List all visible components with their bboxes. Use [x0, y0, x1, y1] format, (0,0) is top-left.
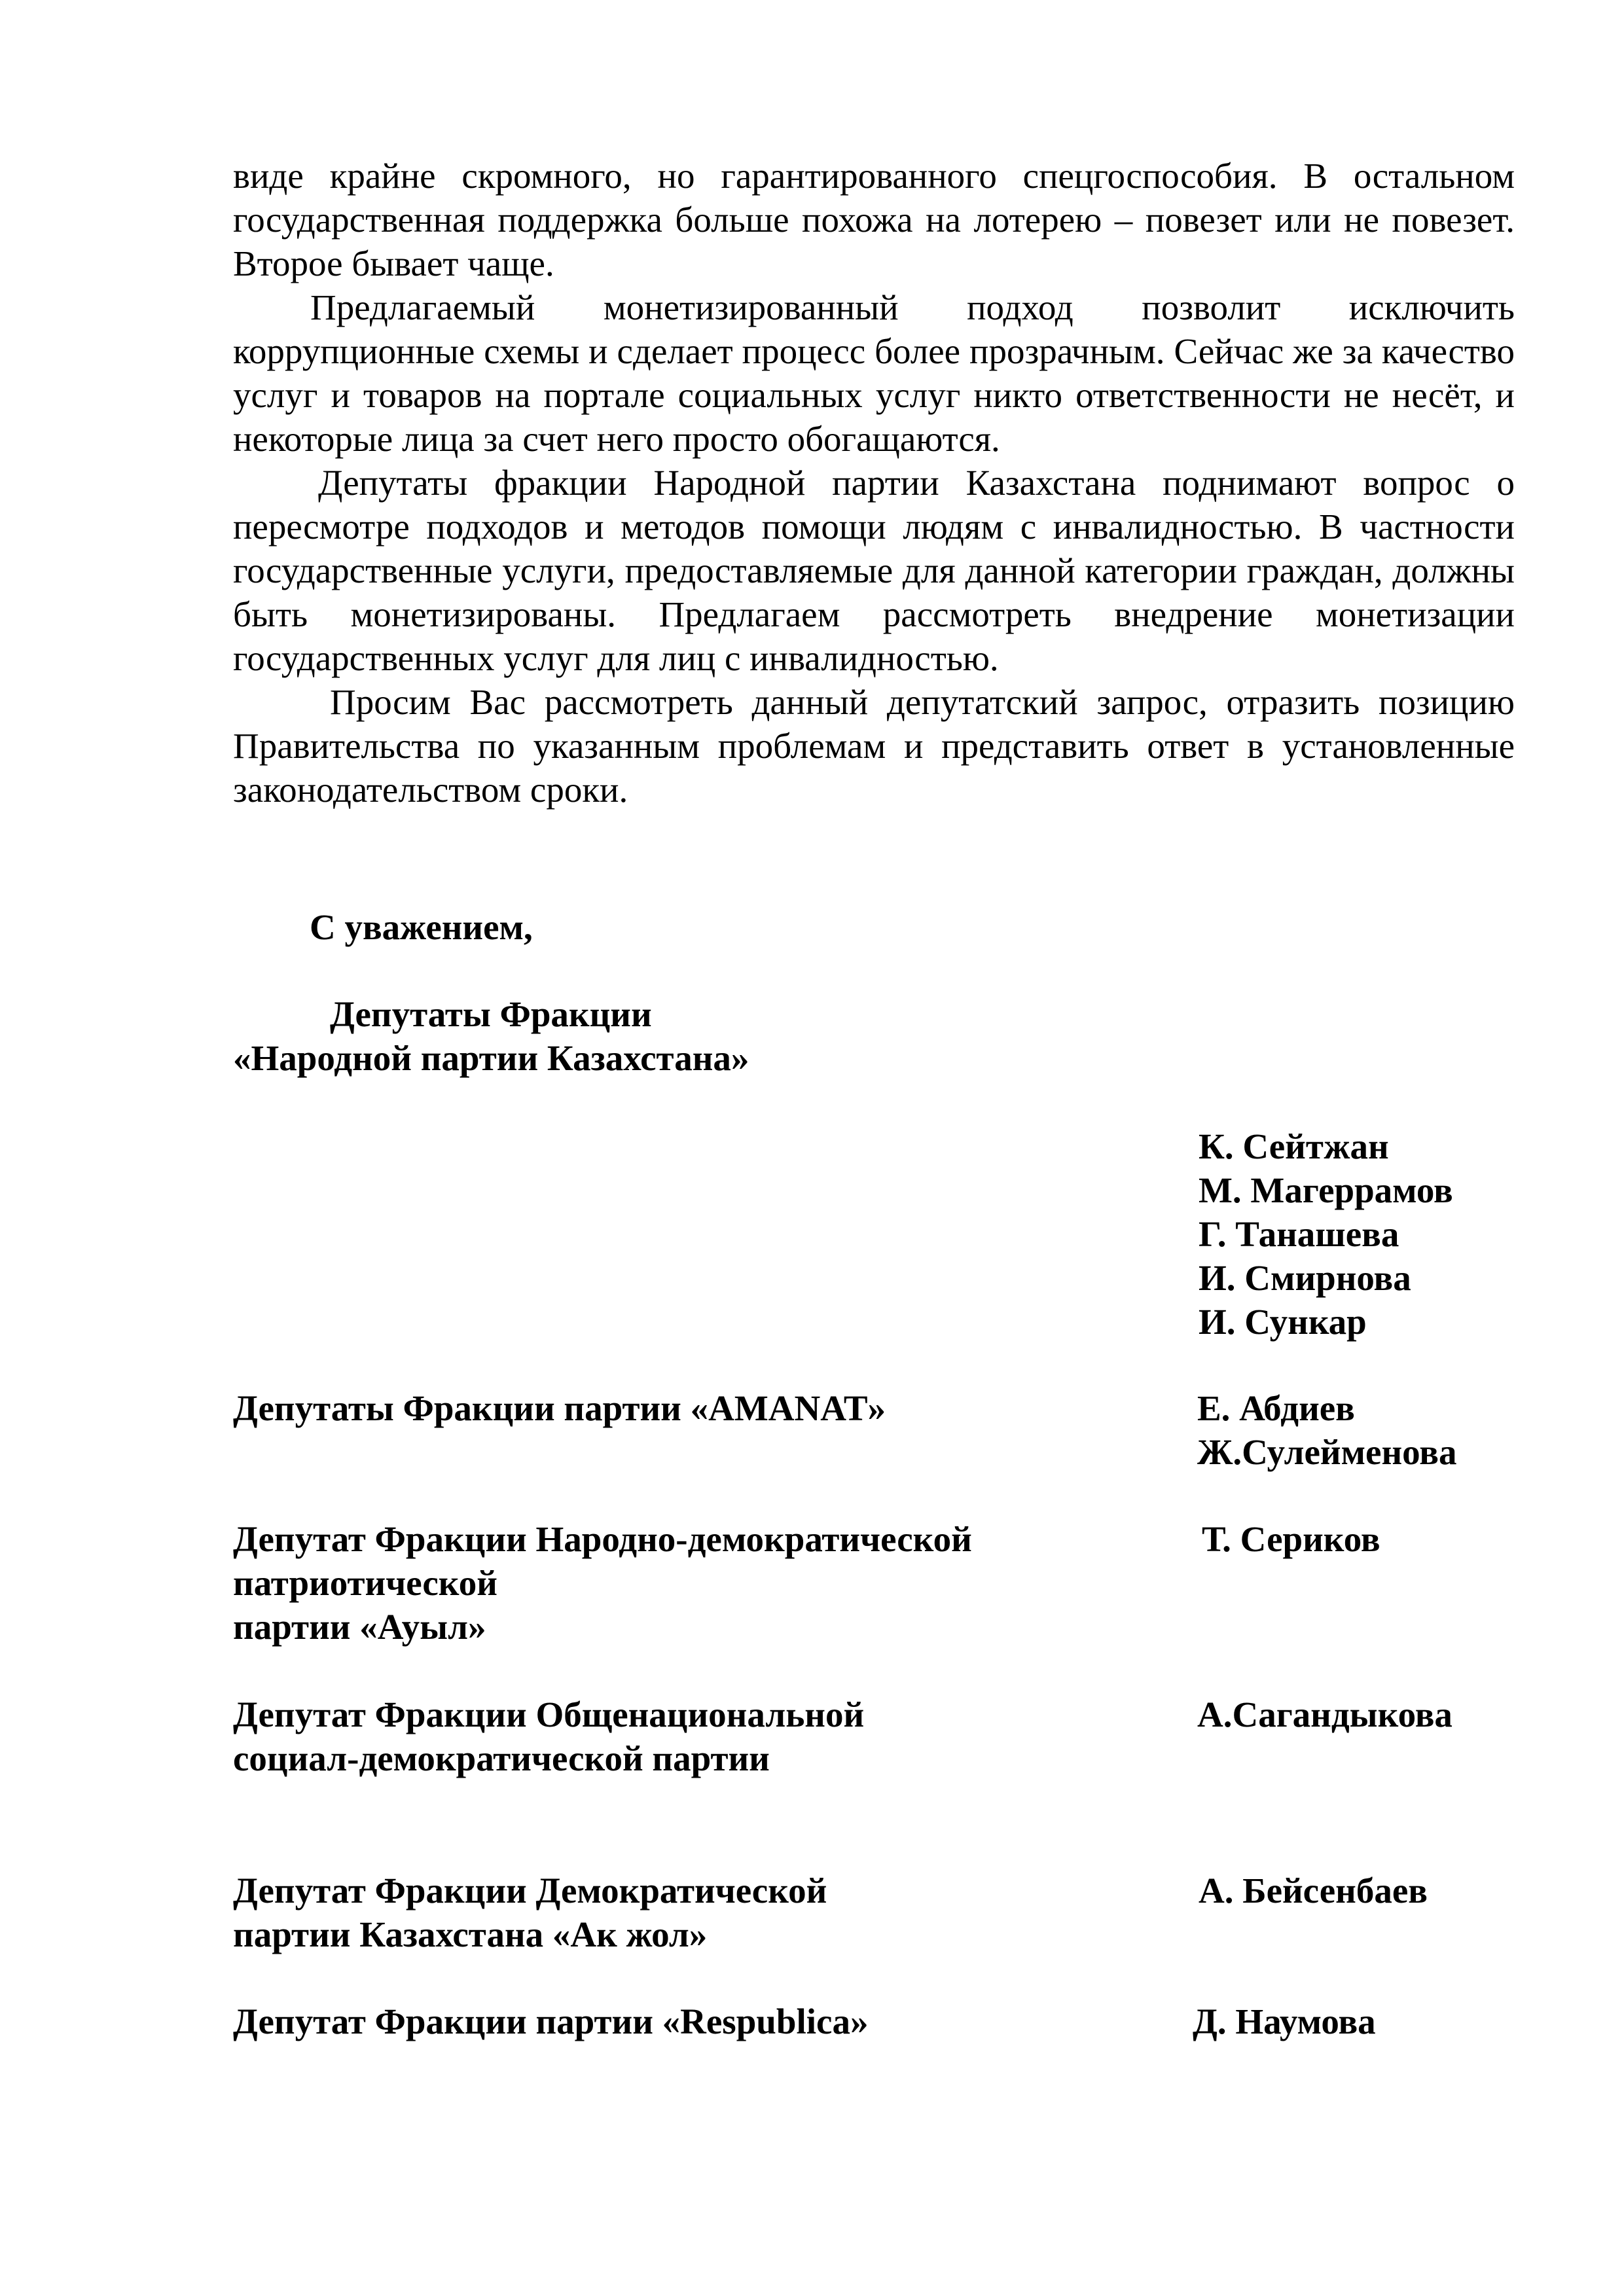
greeting: С уважением,: [310, 907, 533, 947]
signer-name: Т. Сериков: [1202, 1519, 1380, 1559]
paragraph-2: Предлагаемый монетизированный подход позволит исключить коррупционные схемы и сделает процесс более прозрачным. Сейчас же за качество услуг и товаров на портале социальных услуг никто ответственности не несёт, и некоторые лица за счет него просто обогащаются.: [233, 287, 1515, 459]
signer-name: А.Сагандыкова: [1197, 1695, 1453, 1734]
party-line: Депутат Фракции Народно-демократической: [233, 1519, 972, 1559]
fraction-heading-line2: «Народной партии Казахстана»: [233, 1038, 749, 1078]
party-line: Депутат Фракции Общенациональной: [233, 1695, 865, 1734]
signer-name: Е. Абдиев: [1197, 1388, 1355, 1428]
main-signers-list: [1199, 1124, 1453, 1344]
signers-amanat: [1197, 1386, 1456, 1474]
party-line: Депутаты Фракции партии «AMANAT»: [233, 1388, 886, 1428]
signers-ak-zhol: [1199, 1869, 1428, 1912]
fraction-heading: [233, 992, 749, 1080]
signer-name: И. Смирнова: [1199, 1258, 1411, 1298]
party-line: партии «Ауыл»: [233, 1607, 486, 1647]
paragraph-4: Просим Вас рассмотреть данный депутатский запрос, отразить позицию Правительства по указанным проблемам и представить ответ в установленные законодательством сроки.: [233, 682, 1515, 810]
signers-respublica: [1193, 2000, 1376, 2043]
party-line: Депутат Фракции партии «Respublica»: [233, 2001, 869, 2041]
party-line: патриотической: [233, 1563, 497, 1603]
paragraph-1: виде крайне скромного, но гарантированного спецгоспособия. В остальном государственная поддержка больше похожа на лотерею – повезет или не повезет. Второе бывает чаще.: [233, 156, 1515, 283]
signers-auyl: [1202, 1517, 1380, 1561]
letter-body: [233, 154, 1515, 812]
signer-name: А. Бейсенбаев: [1199, 1871, 1428, 1910]
party-amanat: [233, 1386, 886, 1430]
party-line: социал-демократической партии: [233, 1738, 770, 1778]
party-line: партии Казахстана «Ак жол»: [233, 1914, 708, 1954]
party-respublica: [233, 2000, 868, 2043]
party-line: Депутат Фракции Демократической: [233, 1871, 827, 1910]
signer-name: К. Сейтжан: [1199, 1126, 1389, 1166]
signer-name: И. Сункар: [1199, 1302, 1367, 1342]
signer-name: М. Магеррамов: [1199, 1170, 1453, 1210]
signer-name: Д. Наумова: [1193, 2001, 1376, 2041]
fraction-heading-line1: Депутаты Фракции: [330, 994, 652, 1034]
paragraph-3: Депутаты фракции Народной партии Казахстана поднимают вопрос о пересмотре подходов и методов помощи людям с инвалидностью. В частности государственные услуги, предоставляемые для данной категории граждан, должны быть монетизированы. Предлагаем рассмотреть внедрение монетизации государственных услуг для лиц с инвалидностью.: [233, 463, 1515, 678]
signers-osdp: [1197, 1693, 1453, 1736]
party-osdp: [233, 1693, 864, 1780]
party-ak-zhol: [233, 1869, 827, 1956]
signer-name: Ж.Сулейменова: [1197, 1432, 1457, 1472]
signer-name: Г. Танашева: [1199, 1214, 1399, 1254]
party-auyl: [233, 1517, 972, 1649]
